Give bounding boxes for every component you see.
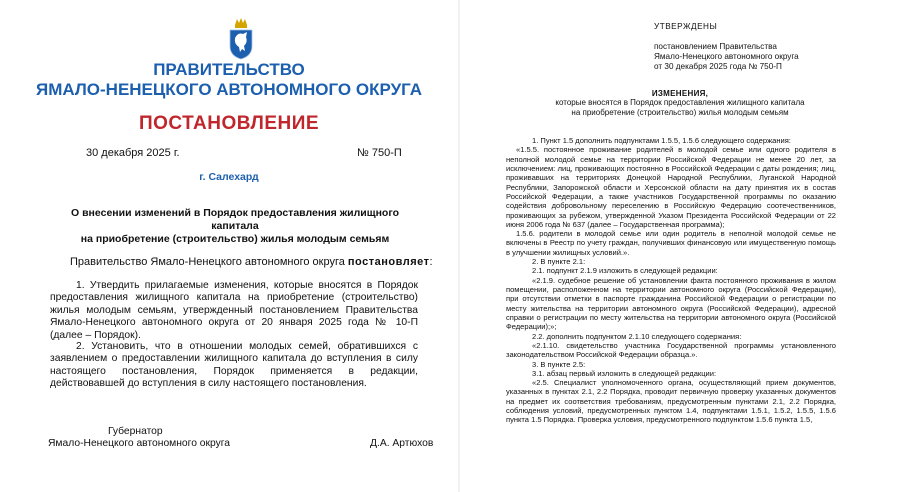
changes-paragraph: «1.5.5. постоянное проживание родителей в молодой семье или одного родителя в неполной молодой семье на территории Российской Федерации не менее 20 лет, за исключением: лиц, проживающих постоянно в Российской Федерации с даты рождения; лиц, проживавших на территориях Донецкой Народной Республики, Луганской Народной Республики, Запорожской области и Херсонской области на дату принятия их в состав Российской Федерации, а также участников Государственной программы по оказанию содействия добровольному переселению в Российскую Федерацию соотечественников, проживающих за рубежом, утвержденной Указом Президента Российской Федерации от 22 июня 2006 года № 637 (далее – Государственная программа); bbox=[506, 145, 836, 229]
changes-paragraph: 2.2. дополнить подпунктом 2.1.10 следующего содержания: bbox=[532, 331, 742, 341]
paragraph-2 bbox=[50, 341, 418, 391]
document-type-title: ПОСТАНОВЛЕНИЕ bbox=[138, 113, 320, 134]
changes-title: ИЗМЕНЕНИЯ, bbox=[651, 89, 709, 98]
approved-line-3: от 30 декабря 2025 года № 750-П bbox=[654, 62, 782, 71]
changes-paragraph: 2.1. подпункт 2.1.9 изложить в следующей редакции: bbox=[532, 266, 718, 276]
signature-role: Губернатор bbox=[108, 426, 163, 437]
changes-paragraph: 2. В пункте 2.1: bbox=[532, 257, 586, 267]
approved-line-1: постановлением Правительства bbox=[654, 42, 777, 51]
changes-heading bbox=[460, 89, 900, 117]
government-name-line1: ПРАВИТЕЛЬСТВО bbox=[153, 60, 305, 79]
paragraph-1-text: 1. Утвердить прилагаемые изменения, которые вносятся в Порядок предоставления жилищного капитала на приобретение (строительство) жилья молодым семьям, утвержденный постановлением Правительства Ямало-Ненецкого автономного округа от 20 января 2025 года № 10-П (далее – Порядок). bbox=[50, 280, 418, 341]
preamble-verb: постановляет bbox=[347, 256, 430, 268]
preamble-text: Правительство Ямало-Ненецкого автономного округа bbox=[70, 256, 348, 268]
approved-line-2: Ямало-Ненецкого автономного округа bbox=[654, 52, 799, 61]
changes-subtitle-2: на приобретение (строительство) жилья молодым семьям bbox=[571, 107, 789, 117]
changes-paragraph: «2.1.10. свидетельство участника Государственной программы установленного законодательством Российской Федерации образца.». bbox=[506, 340, 836, 360]
coat-of-arms-icon bbox=[226, 16, 256, 60]
decree-subject-line2: на приобретение (строительство) жилья молодым семьям bbox=[80, 233, 390, 245]
government-name-line2: ЯМАЛО-НЕНЕЦКОГО АВТОНОМНОГО ОКРУГА bbox=[35, 80, 423, 99]
decree-subject bbox=[50, 207, 420, 246]
changes-paragraph: 3. В пункте 2.5: bbox=[532, 359, 586, 369]
signature-org: Ямало-Ненецкого автономного округа bbox=[48, 438, 231, 449]
paragraph-2-text: 2. Установить, что в отношении молодых семей, обратившихся с заявлением о предоставлении жилищного капитала до вступления в силу настоящего постановления, Порядок применяется в редакции, действовавшей до вступления в силу настоящего постановления. bbox=[50, 341, 418, 390]
decree-subject-line1: О внесении изменений в Порядок предоставления жилищного капитала bbox=[71, 207, 399, 232]
city-name: г. Салехард bbox=[199, 171, 259, 183]
decree-number: № 750-П bbox=[357, 147, 402, 159]
changes-paragraph: 1. Пункт 1.5 дополнить подпунктами 1.5.5, 1.5.6 следующего содержания: bbox=[532, 136, 791, 145]
changes-paragraph: 3.1. абзац первый изложить в следующей редакции: bbox=[532, 368, 717, 378]
changes-paragraph: «2.1.9. судебное решение об установлении факта постоянного проживания в жилом помещении, расположенном на территории автономного округа (Российской Федерации), при отсутствии отметки в паспорте гражданина Российской Федерации о регистрации по месту жительства на территории автономного округа (Российской Федерации), адресной справки о регистрации по месту жительства на территории автономного округа (Российской Федерации);»; bbox=[506, 275, 836, 332]
changes-subtitle-1: которые вносятся в Порядок предоставления жилищного капитала bbox=[555, 98, 805, 108]
approval-stamp bbox=[654, 22, 799, 72]
changes-paragraph: 1.5.6. родители в молодой семье или один родитель в неполной молодой семье не включены в Реестр по учету граждан, получивших финансовую или имущественную помощь в улучшении жилищных условий.». bbox=[506, 229, 836, 257]
changes-page bbox=[460, 0, 900, 492]
signature-name: Д.А. Артюхов bbox=[370, 438, 434, 449]
decree-date: 30 декабря 2025 г. bbox=[86, 147, 180, 159]
preamble bbox=[70, 256, 440, 268]
changes-body bbox=[506, 136, 836, 425]
preamble-end: : bbox=[429, 256, 433, 268]
paragraph-1 bbox=[50, 280, 418, 342]
changes-paragraph: «2.5. Специалист уполномоченного органа, осуществляющий прием документов, указанных в пунктах 2.1, 2.2 Порядка, проводит первичную проверку указанных документов на предмет их соответствия требованиям, предусмотренным пунктами 2.1, 2.2 Порядка, соблюдения условий, предусмотренных пунктом 1.4, подпунктами 1.5.1, 1.5.2, 1.5.5, 1.5.6 пункта 1.5 Порядка. Проверка условия, предусмотренного подпунктом 1.5.6 пункта 1.5, bbox=[506, 378, 836, 425]
approved-heading: УТВЕРЖДЕНЫ bbox=[654, 22, 718, 31]
